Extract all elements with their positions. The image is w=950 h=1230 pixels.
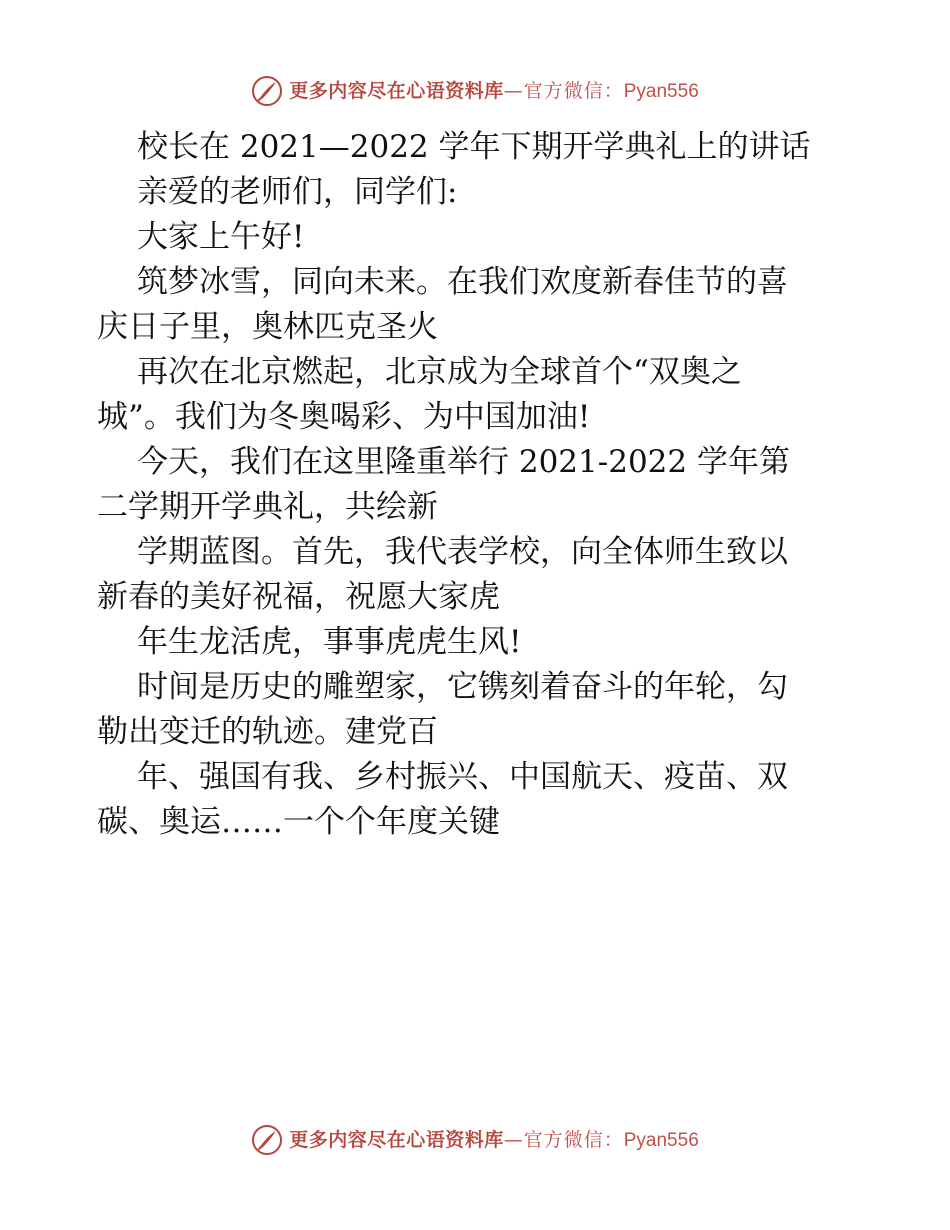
paragraph-line: 筑梦冰雪，同向未来。在我们欢度新春佳节的喜: [137, 264, 788, 300]
banner-wechat-prefix: —官方微信：: [503, 79, 624, 102]
paragraph-line: 年、强国有我、乡村振兴、中国航天、疫苗、双: [137, 759, 788, 795]
paragraph-line: 亲爱的老师们，同学们:: [137, 174, 458, 210]
paragraph-line: 时间是历史的雕塑家，它镌刻着奋斗的年轮，勾: [137, 669, 788, 705]
paragraph-line: 城”。我们为冬奥喝彩、为中国加油!: [97, 399, 591, 435]
paragraph-line: 碳、奥运……一个个年度关键: [97, 804, 500, 840]
paragraph-line: 庆日子里，奥林匹克圣火: [97, 309, 438, 345]
banner-wechat-prefix: —官方微信：: [503, 1128, 624, 1151]
quill-logo-icon: [251, 1124, 283, 1156]
document-body: [97, 125, 857, 845]
paragraph-line: 新春的美好祝福，祝愿大家虎: [97, 579, 500, 615]
banner-wechat: [504, 76, 699, 107]
paragraph-line: 校长在 2021—2022 学年下期开学典礼上的讲话: [137, 129, 811, 165]
paragraph-line: 大家上午好!: [137, 219, 305, 255]
paragraph-line: 勒出变迁的轨迹。建党百: [97, 714, 438, 750]
paragraph-line: 今天，我们在这里隆重举行 2021-2022 学年第: [137, 444, 790, 480]
footer-banner: [0, 1124, 950, 1156]
quill-logo-icon: [251, 75, 283, 107]
paragraph-line: 再次在北京燃起，北京成为全球首个“双奥之: [137, 354, 742, 390]
paragraph-line: 年生龙活虎，事事虎虎生风!: [137, 624, 522, 660]
banner-wechat-id: Pyan556: [623, 1129, 699, 1151]
paragraph-line: 学期蓝图。首先，我代表学校，向全体师生致以: [137, 534, 788, 570]
banner-wechat-id: Pyan556: [623, 80, 699, 102]
banner-title: 更多内容尽在心语资料库: [289, 80, 504, 102]
header-banner: [0, 75, 950, 107]
paragraph-line: 二学期开学典礼，共绘新: [97, 489, 438, 525]
banner-wechat: [504, 1125, 699, 1156]
banner-title: 更多内容尽在心语资料库: [289, 1129, 504, 1151]
